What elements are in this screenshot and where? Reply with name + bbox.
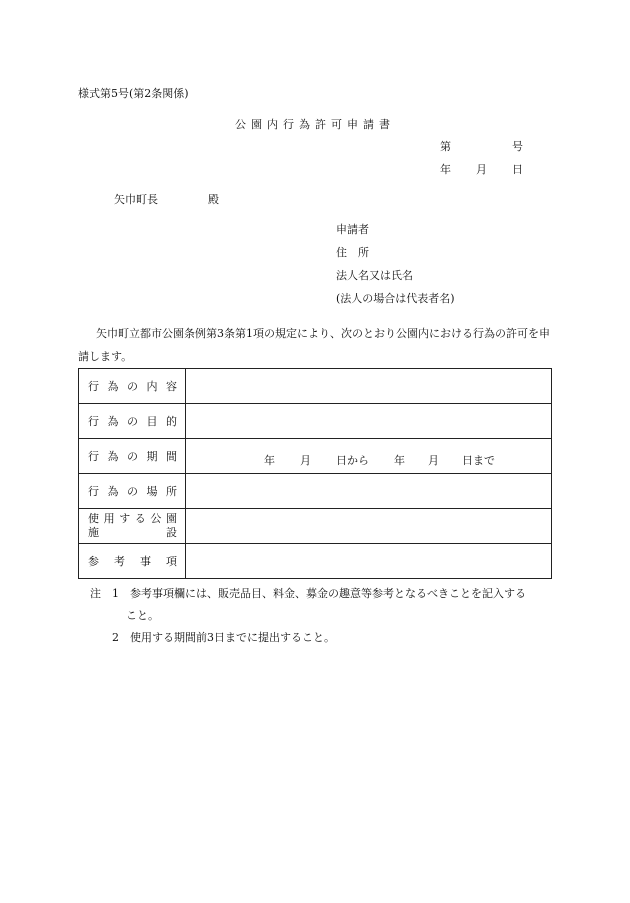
facility-field[interactable]: [186, 509, 552, 544]
table-row: [79, 404, 552, 439]
doc-number-dai: 第: [440, 140, 451, 153]
note-text: 参考事項欄には、販売品目、料金、募金の趣意等参考となるべきことを記入する: [130, 587, 526, 600]
date-day: 日: [512, 163, 523, 176]
row-label-content: 行為の内容: [79, 369, 186, 404]
addressee: [114, 193, 219, 206]
table-row: [79, 369, 552, 404]
application-table: [78, 368, 552, 579]
addressee-honorific: 殿: [208, 193, 219, 206]
note-number: 1: [112, 587, 119, 600]
period-field[interactable]: [186, 439, 552, 474]
applicant-block: [336, 224, 455, 316]
period-day-to: 日まで: [462, 454, 495, 467]
applicant-name-label: 法人名又は氏名: [336, 269, 413, 282]
period-year-from: 年: [264, 454, 275, 467]
content-field[interactable]: [186, 369, 552, 404]
facility-label-line1: 使用する公園: [88, 512, 177, 525]
date-month: 月: [476, 163, 487, 176]
date-year: 年: [440, 163, 451, 176]
table-row: [79, 439, 552, 474]
doc-number-go: 号: [512, 140, 523, 153]
remarks-field[interactable]: [186, 544, 552, 579]
form-number: 様式第5号(第2条関係): [78, 87, 189, 100]
applicant-address-label: 住 所: [336, 246, 369, 259]
row-label-remarks: 参考事項: [79, 544, 186, 579]
row-label-place: 行為の場所: [79, 474, 186, 509]
table-row: [79, 544, 552, 579]
row-label-facility: [79, 509, 186, 544]
document-title: 公園内行為許可申請書: [235, 118, 395, 131]
row-label-period: 行為の期間: [79, 439, 186, 474]
table-row: [79, 474, 552, 509]
note-text: こと。: [126, 609, 159, 622]
addressee-name: 矢巾町長: [114, 193, 158, 206]
period-year-to: 年: [394, 454, 405, 467]
applicant-name-note: (法人の場合は代表者名): [336, 292, 455, 305]
note-number: 2: [112, 631, 119, 644]
period-day-from: 日から: [336, 454, 369, 467]
facility-label-line2: 施設: [88, 526, 177, 539]
row-label-purpose: 行為の目的: [79, 404, 186, 439]
period-month-to: 月: [428, 454, 439, 467]
table-row: [79, 509, 552, 544]
place-field[interactable]: [186, 474, 552, 509]
applicant-label: 申請者: [336, 223, 369, 236]
purpose-field[interactable]: [186, 404, 552, 439]
application-statement: 矢巾町立都市公園条例第3条第1項の規定により、次のとおり公園内における行為の許可を申請します。: [78, 327, 550, 363]
notes-prefix: 注: [90, 587, 101, 600]
period-month-from: 月: [300, 454, 311, 467]
note-text: 使用する期間前3日までに提出すること。: [130, 631, 335, 644]
